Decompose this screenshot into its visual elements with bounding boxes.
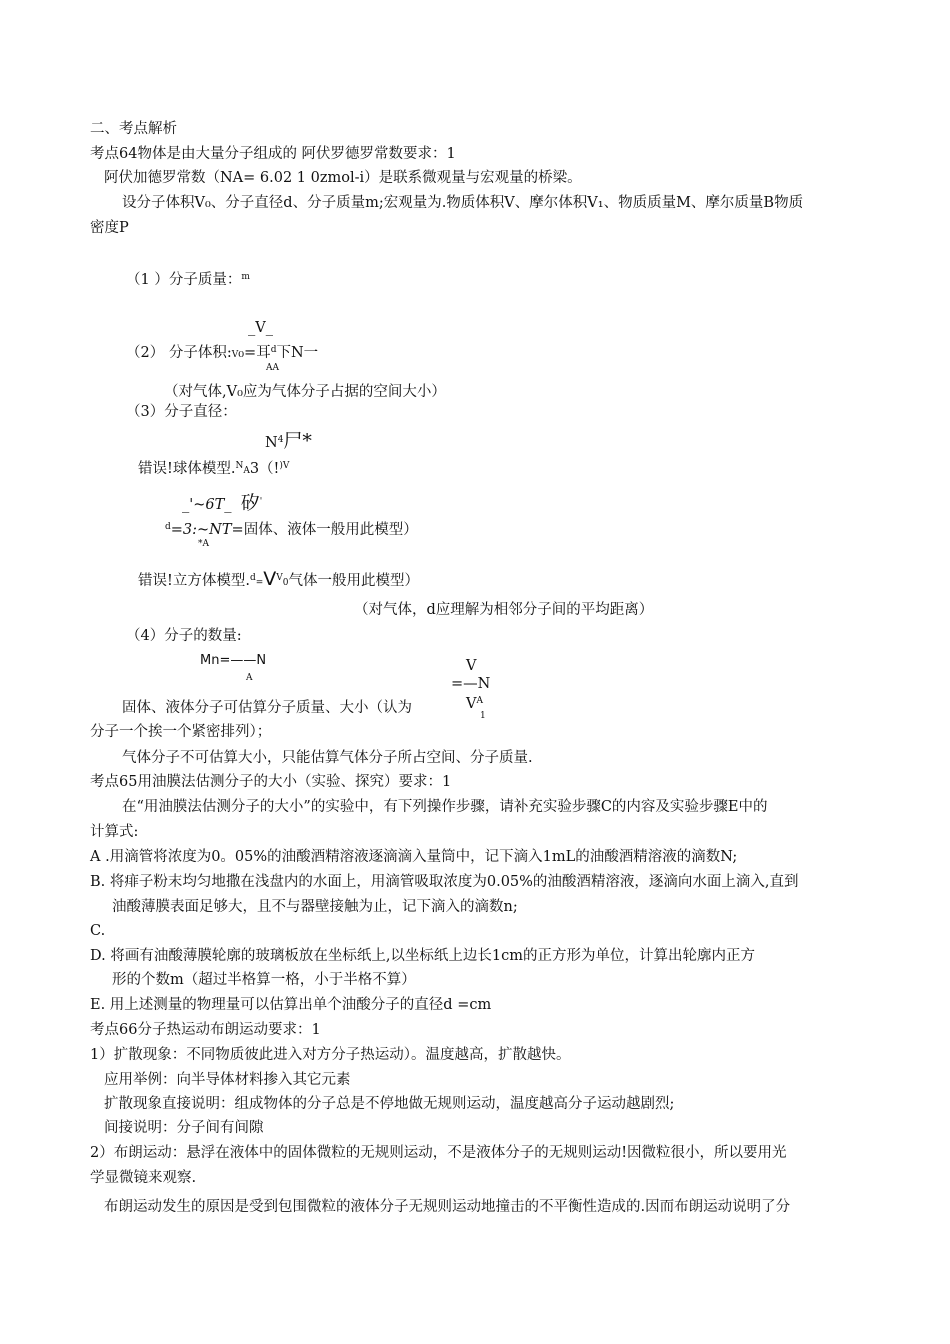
item-2-eq: ₀=耳 xyxy=(238,345,271,361)
gas-estimate-line: 气体分子不可估算大小，只能估算气体分子所占空间、分子质量. xyxy=(122,750,533,766)
sphere-formula-top xyxy=(265,430,312,453)
count-right-mid: =—N xyxy=(451,676,491,692)
count-right-v: V xyxy=(466,696,477,712)
solid-estimate-line-1: 固体、液体分子可估算分子质量、大小（认为 xyxy=(122,700,412,716)
brownian-line-2: 学显微镜来观察. xyxy=(90,1170,197,1186)
cube-top-a: _'~6T_ xyxy=(182,497,232,513)
sphere-model-line xyxy=(138,456,289,481)
item-2-label: （2） 分子体积: xyxy=(126,345,232,361)
brownian-line-1: 2）布朗运动：悬浮在液体中的固体微粒的无规则运动，不是液体分子的无规则运动!因微粒很小，所以要用光 xyxy=(90,1145,787,1161)
cube-model-sub-0: 0 xyxy=(282,578,289,588)
item-2-sub-aa: AA xyxy=(266,363,279,373)
application-line: 应用举例：向半导体材料掺入其它元素 xyxy=(104,1072,351,1088)
kp65-title: 考点65用油膜法估测分子的大小（实验、探究）要求：1 xyxy=(90,774,452,790)
count-left-sub: A xyxy=(246,673,253,683)
cube-formula-top xyxy=(182,492,262,515)
cube-sub-a: *A xyxy=(198,539,209,549)
cube-model-line xyxy=(138,568,419,593)
step-e: E. 用上述测量的物理量可以估算出单个油酸分子的直径d =cm xyxy=(90,997,492,1013)
step-b-line-1: B. 将痱子粉末均匀地撒在浅盘内的水面上，用滴管吸取浓度为0.05%的油酸酒精溶液，逐滴向水面上滴入,直到 xyxy=(90,874,799,890)
count-right-top: V xyxy=(466,658,477,674)
diffusion-line: 1）扩散现象：不同物质彼此进入对方分子热运动）。温度越高，扩散越快。 xyxy=(90,1047,571,1063)
sphere-model-label: 错误!球体模型. xyxy=(138,461,236,477)
setup-line-1: 设分子体积V₀、分子直径d、分子质量m;宏观量为.物质体积V、摩尔体积V₁、物质质量M、摩尔质量B物质 xyxy=(122,195,804,211)
sphere-model-sup-v: )V xyxy=(279,461,290,471)
step-b-line-2: 油酸薄膜表面足够大，且不与器壁接触为止，记下滴入的滴数n; xyxy=(112,899,518,915)
sphere-top-glyph: 尸* xyxy=(283,430,312,452)
item-2-note: （对气体,V₀应为气体分子占据的空间大小） xyxy=(164,384,446,400)
item-3-molecular-diameter: （3）分子直径： xyxy=(126,404,237,420)
item-2-tail: 下N一 xyxy=(276,345,319,361)
cube-eq: =3:~NT xyxy=(170,522,232,538)
cube-model-v: V xyxy=(263,568,277,590)
cube-top-b: 矽 xyxy=(240,492,260,514)
cube-model-eq: = xyxy=(255,578,264,588)
kp64-title: 考点64物体是由大量分子组成的 阿伏罗德罗常数要求：1 xyxy=(90,146,456,162)
indirect-explanation: 间接说明：分子间有间隙 xyxy=(104,1120,264,1136)
item-1-sup: m xyxy=(241,272,250,282)
sphere-model-expr: 3（! xyxy=(249,461,280,477)
kp66-title: 考点66分子热运动布朗运动要求：1 xyxy=(90,1022,321,1038)
solid-estimate-line-2: 分子一个挨一个紧密排列）； xyxy=(90,724,272,740)
sphere-model-sup-n: N xyxy=(235,461,244,471)
gas-distance-note: （对气体，d应理解为相邻分子间的平均距离） xyxy=(354,602,654,618)
sphere-top-sup: 4 xyxy=(277,435,284,445)
item-4-molecule-count: （4）分子的数量: xyxy=(126,628,242,644)
item-2-sub: V xyxy=(231,350,239,360)
direct-explanation: 扩散现象直接说明：组成物体的分子总是不停地做无规则运动，温度越高分子运动越剧烈; xyxy=(104,1096,675,1112)
sphere-model-sub-a: A xyxy=(243,466,250,476)
cube-model-sup-v: V xyxy=(276,573,283,583)
kp65-intro-1: 在“用油膜法估测分子的大小”的实验中，有下列操作步骤，请补充实验步骤C的内容及实验步骤E中的 xyxy=(122,799,768,815)
avogadro-line: 阿伏加德罗常数（NA= 6.02 1 0zmol-i）是联系微观量与宏观量的桥梁。 xyxy=(104,170,582,186)
section-heading: 二、考点解析 xyxy=(90,121,177,137)
step-a: A .用滴管将浓度为0。05%的油酸酒精溶液逐滴滴入量筒中，记下滴入1mL的油酸酒精溶液的滴数N; xyxy=(90,849,738,865)
cube-model-tail: 气体一般用此模型） xyxy=(288,573,419,589)
item-1-molecular-mass xyxy=(126,267,250,290)
count-formula-left: Mn=——N xyxy=(200,653,267,668)
step-c: C. xyxy=(90,923,106,939)
step-d-line-2: 形的个数m（超过半格算一格，小于半格不算） xyxy=(112,972,416,988)
kp65-intro-2: 计算式: xyxy=(90,824,139,840)
step-d-line-1: D. 将画有油酸薄膜轮廓的玻璃板放在坐标纸上,以坐标纸上边长1cm的正方形为单位，计算出轮廓内正方 xyxy=(90,948,756,964)
cube-tail: =固体、液体一般用此模型） xyxy=(231,522,418,538)
count-right-sub-a: A xyxy=(476,696,483,706)
item-1-label: （1 ）分子质量： xyxy=(126,272,242,288)
cube-top-sup: ' xyxy=(259,497,263,507)
cube-model-label: 错误!立方体模型. xyxy=(138,573,250,589)
cube-model-sup-d: d xyxy=(249,573,256,583)
count-right-sub-1: 1 xyxy=(480,711,486,721)
cube-sup-d: d xyxy=(165,522,171,532)
setup-line-2: 密度P xyxy=(90,220,129,236)
brownian-cause: 布朗运动发生的原因是受到包围微粒的液体分子无规则运动地撞击的不平衡性造成的.因而布朗运动说明了分 xyxy=(104,1199,791,1215)
item-2-sup: d xyxy=(270,345,277,355)
item-2-fraction-top: _V_ xyxy=(248,320,273,336)
item-2-molecular-volume xyxy=(126,340,318,365)
sphere-top-n: N xyxy=(265,435,278,451)
